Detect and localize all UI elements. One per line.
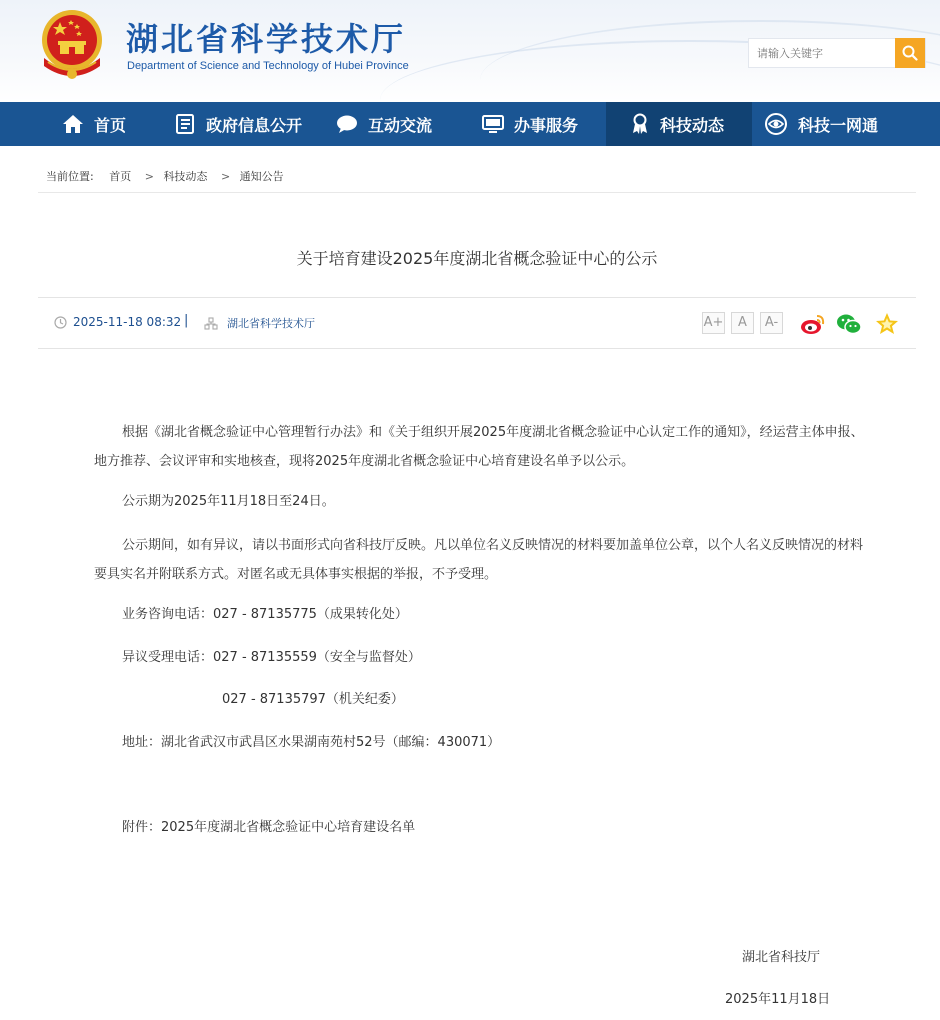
nav-label: 科技一网通: [798, 115, 879, 135]
publish-date: [54, 315, 181, 329]
font-default-button[interactable]: A: [731, 312, 754, 334]
nav-item-interaction[interactable]: [336, 102, 456, 146]
nav-label: 互动交流: [368, 115, 433, 135]
search-icon: [902, 45, 918, 61]
weibo-icon[interactable]: [800, 312, 826, 336]
font-increase-button[interactable]: A+: [702, 312, 725, 334]
paragraph: 公示期间，如有异议，请以书面形式向省科技厅反映。凡以单位名义反映情况的材料要加盖单位公章，以个人名义反映情况的材料要具实名并附联系方式。对匿名或无具体事实根据的举报，不予受理。: [94, 538, 864, 582]
eye-icon: [764, 113, 788, 135]
nav-label: 首页: [94, 115, 127, 135]
font-decrease-button[interactable]: A-: [760, 312, 783, 334]
attachment-link[interactable]: 附件：2025年度湖北省概念验证中心培育建设名单: [122, 820, 416, 835]
breadcrumb-link-home[interactable]: 首页: [109, 170, 132, 183]
breadcrumb-link-tech-news[interactable]: 科技动态: [163, 170, 208, 183]
award-icon: [630, 113, 650, 135]
nav-label: 办事服务: [514, 115, 579, 135]
paragraph: 地址：湖北省武汉市武昌区水果湖南苑村52号（邮编：430071）: [122, 735, 501, 750]
document-list-icon: [174, 114, 196, 134]
article-meta-bar: [38, 297, 916, 349]
nav-item-home[interactable]: [62, 102, 142, 146]
paragraph: 业务咨询电话：027 - 87135775（成果转化处）: [122, 607, 408, 622]
paragraph: 公示期为2025年11月18日至24日。: [122, 494, 335, 509]
search-box: [748, 38, 926, 68]
chat-bubble-icon: [336, 114, 358, 134]
article-source: [204, 315, 315, 331]
breadcrumb-separator: >: [220, 170, 231, 183]
breadcrumb-separator: >: [144, 170, 154, 183]
breadcrumb-link-notices[interactable]: 通知公告: [239, 170, 284, 183]
site-title[interactable]: 湖北省科学技术厅: [126, 20, 407, 58]
breadcrumb-prefix: 当前位置:: [46, 170, 94, 183]
nav-item-gov-info[interactable]: [174, 102, 324, 146]
national-emblem-icon[interactable]: [38, 8, 106, 82]
nav-label: 科技动态: [660, 115, 725, 135]
nav-item-services[interactable]: [482, 102, 602, 146]
paragraph: 027 - 87135797（机关纪委）: [222, 692, 404, 707]
search-button[interactable]: [895, 38, 925, 68]
nav-item-tech-portal[interactable]: [764, 102, 914, 146]
breadcrumb: [38, 165, 916, 193]
monitor-icon: [482, 114, 504, 134]
sign-date: 2025年11月18日: [725, 992, 831, 1007]
meta-divider: |: [184, 313, 189, 328]
paragraph: 异议受理电话：027 - 87135559（安全与监督处）: [122, 650, 421, 665]
wechat-icon[interactable]: [836, 312, 862, 336]
search-input[interactable]: [749, 39, 897, 67]
publish-date-text: 2025-11-18 08:32: [73, 315, 182, 329]
nav-label: 政府信息公开: [206, 115, 303, 135]
site-header: [0, 0, 940, 102]
signature: 湖北省科技厅: [742, 950, 821, 965]
favorite-star-icon[interactable]: [874, 312, 900, 336]
site-subtitle: Department of Science and Technology of Hubei Province: [127, 60, 409, 72]
home-icon: [62, 114, 84, 134]
article-source-text: 湖北省科学技术厅: [227, 317, 315, 330]
clock-icon: [54, 316, 67, 329]
article-title: 关于培育建设2025年度湖北省概念验证中心的公示: [296, 249, 658, 268]
nav-item-tech-news[interactable]: [606, 102, 752, 146]
main-nav: [0, 102, 940, 146]
organization-icon: [204, 317, 218, 330]
paragraph: 根据《湖北省概念验证中心管理暂行办法》和《关于组织开展2025年度湖北省概念验证中心认定工作的通知》，经运营主体申报、地方推荐、会议评审和实地核查，现将2025年度湖北省概念验证中心培育建设名单予以公示。: [94, 425, 864, 469]
